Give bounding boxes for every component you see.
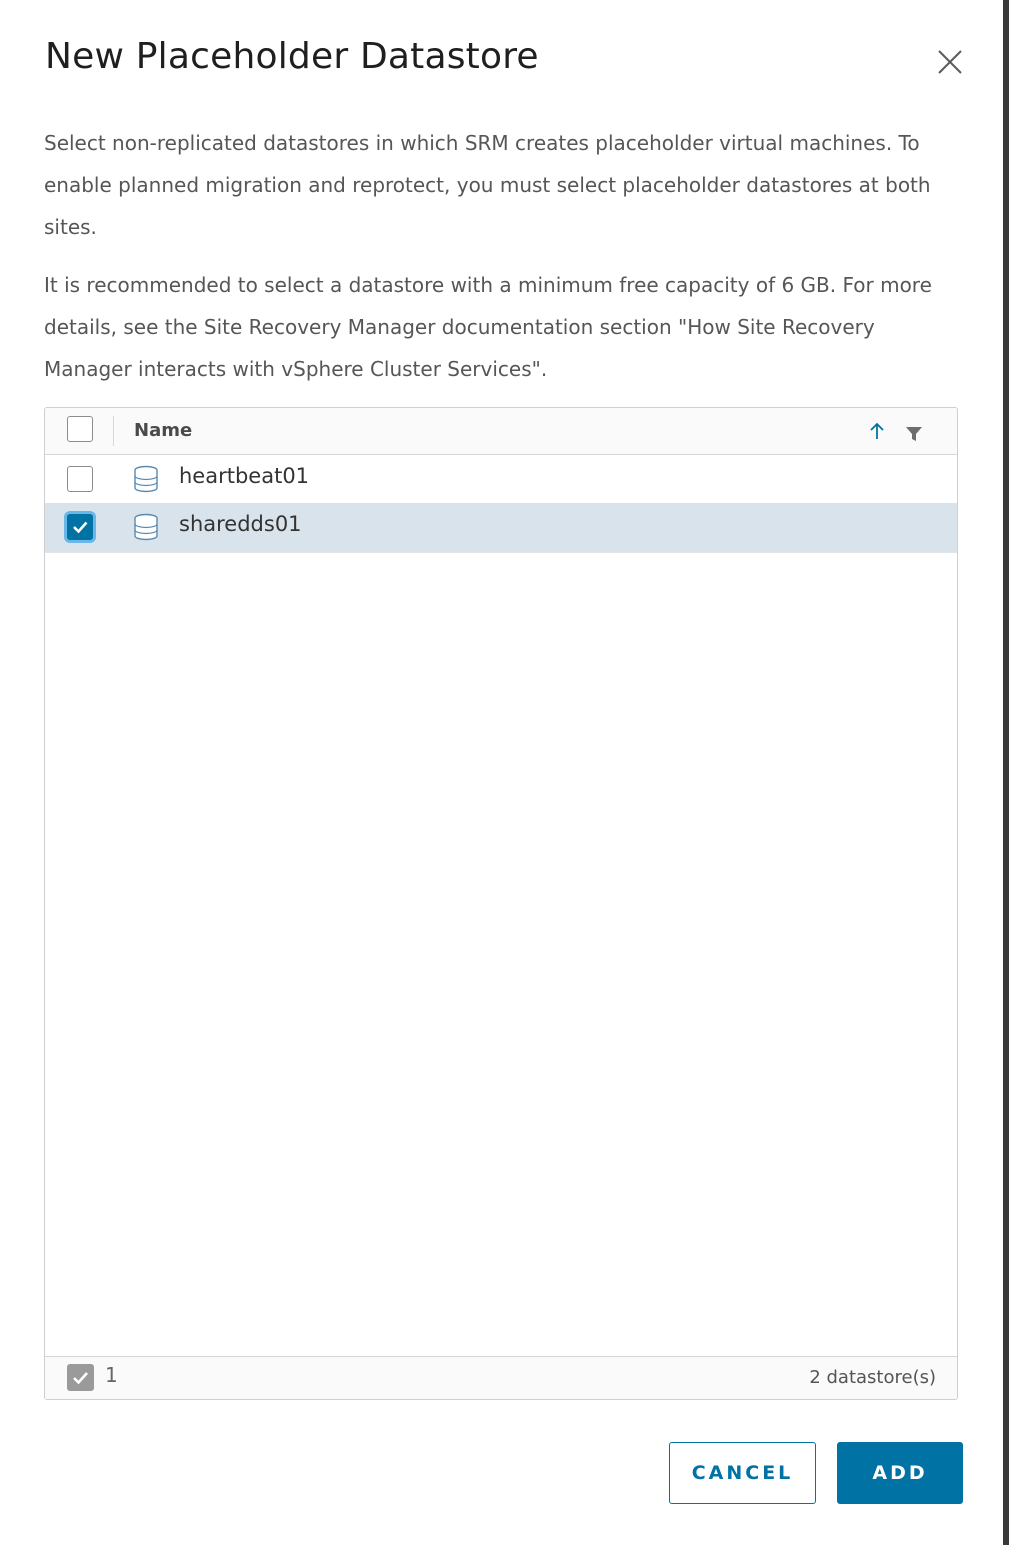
table-row[interactable] [45, 455, 957, 504]
dialog-description: Select non-replicated datastores in which SRM creates placeholder virtual machines. To enable planned migration and reprotect, you must select placeholder datastores at both sites. [44, 131, 931, 239]
cancel-button[interactable]: CANCEL [669, 1442, 816, 1504]
close-button[interactable] [932, 44, 968, 80]
select-all-checkbox[interactable] [67, 416, 93, 442]
add-button[interactable]: ADD [837, 1442, 963, 1504]
table-row[interactable] [45, 503, 957, 553]
column-divider [113, 416, 114, 446]
datastore-grid [44, 407, 958, 1400]
filter-icon[interactable] [905, 425, 923, 443]
row-checkbox[interactable] [67, 514, 93, 540]
datastore-icon [133, 465, 159, 493]
grid-header [45, 408, 957, 455]
grid-footer [45, 1356, 957, 1399]
datastore-icon [133, 513, 159, 541]
row-checkbox[interactable] [67, 466, 93, 492]
capacity-recommendation: It is recommended to select a datastore with a minimum free capacity of 6 GB. For more details, see the Site Recovery Manager documentation section "How Site Recovery Manager interacts with vSphere Cluster Services". [44, 273, 932, 381]
selected-count: 1 [105, 1363, 118, 1387]
checkmark-icon [67, 514, 93, 540]
column-header-name[interactable]: Name [134, 420, 193, 441]
window-edge [1003, 0, 1009, 1545]
total-count: 2 datastore(s) [809, 1367, 936, 1388]
sort-ascending-icon[interactable] [868, 421, 886, 441]
datastore-name: sharedds01 [179, 512, 302, 536]
dialog-title: New Placeholder Datastore [45, 36, 539, 77]
datastore-name: heartbeat01 [179, 464, 310, 488]
close-icon [932, 44, 968, 80]
selection-count-checkbox-icon [67, 1364, 94, 1391]
